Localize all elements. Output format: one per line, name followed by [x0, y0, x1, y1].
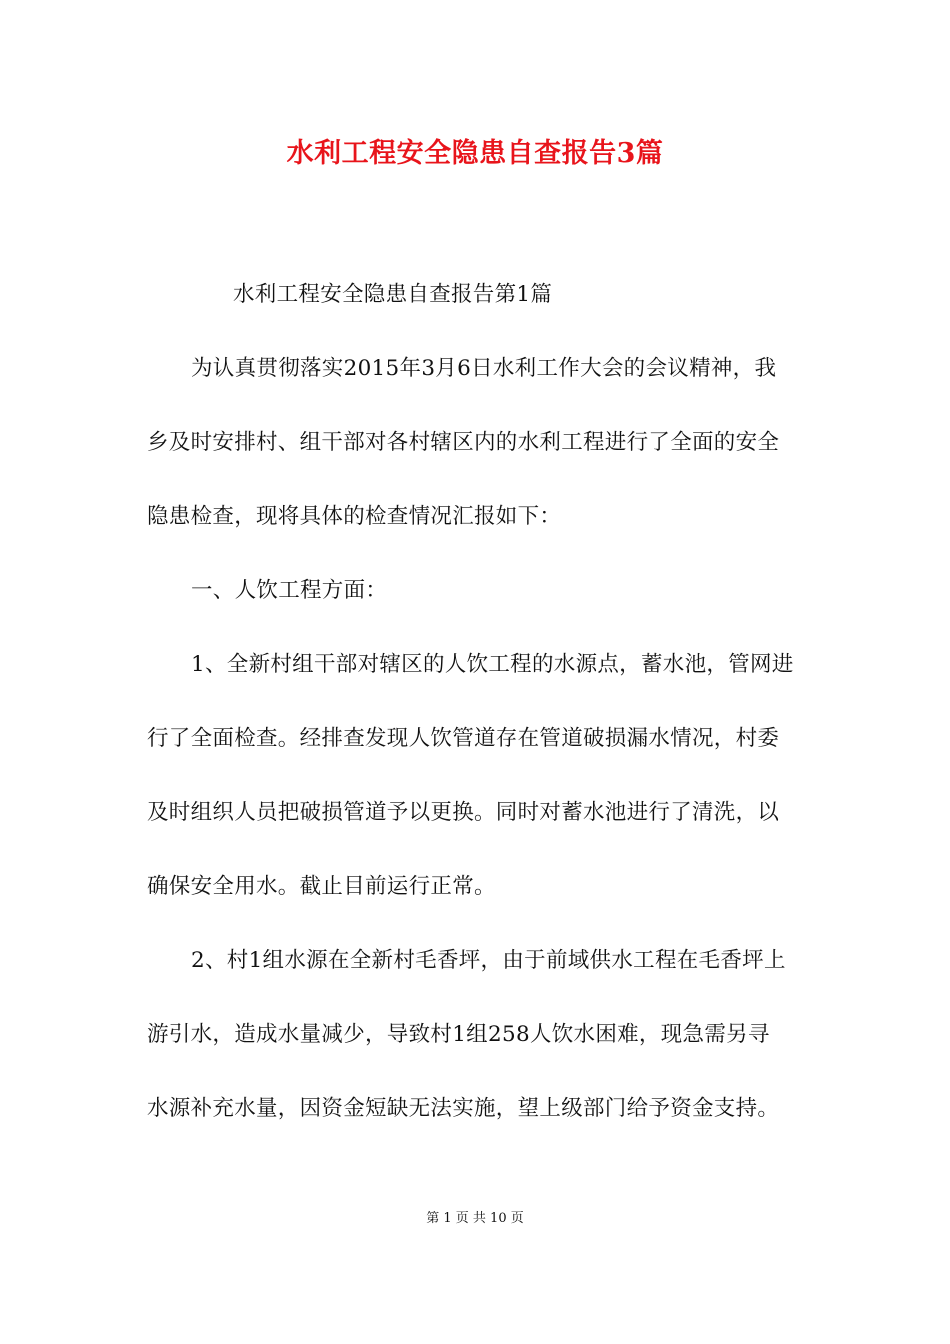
paragraph-line: 游引水，造成水量减少，导致村1组258人饮水困难，现急需另寻 [147, 1022, 770, 1047]
paragraph-line: 隐患检查，现将具体的检查情况汇报如下： [147, 504, 562, 529]
paragraph-line: 及时组织人员把破损管道予以更换。同时对蓄水池进行了清洗，以 [147, 800, 780, 825]
paragraph-line: 行了全面检查。经排查发现人饮管道存在管道破损漏水情况，村委 [147, 726, 780, 751]
paragraph-line: 2、村1组水源在全新村毛香坪，由于前域供水工程在毛香坪上 [191, 948, 786, 973]
section-heading: 水利工程安全隐患自查报告第1篇 [233, 282, 553, 307]
document-title: 水利工程安全隐患自查报告3篇 [286, 138, 664, 169]
paragraph-line: 1、全新村组干部对辖区的人饮工程的水源点，蓄水池，管网进 [191, 652, 794, 677]
paragraph-line: 水源补充水量，因资金短缺无法实施，望上级部门给予资金支持。 [147, 1096, 780, 1121]
page-number-footer: 第 1 页 共 10 页 [426, 1211, 524, 1226]
paragraph-line: 确保安全用水。截止目前运行正常。 [147, 874, 496, 899]
paragraph-line: 为认真贯彻落实2015年3月6日水利工作大会的会议精神，我 [191, 356, 777, 381]
subsection-heading: 一、人饮工程方面： [191, 578, 388, 603]
paragraph-line: 乡及时安排村、组干部对各村辖区内的水利工程进行了全面的安全 [147, 430, 780, 455]
